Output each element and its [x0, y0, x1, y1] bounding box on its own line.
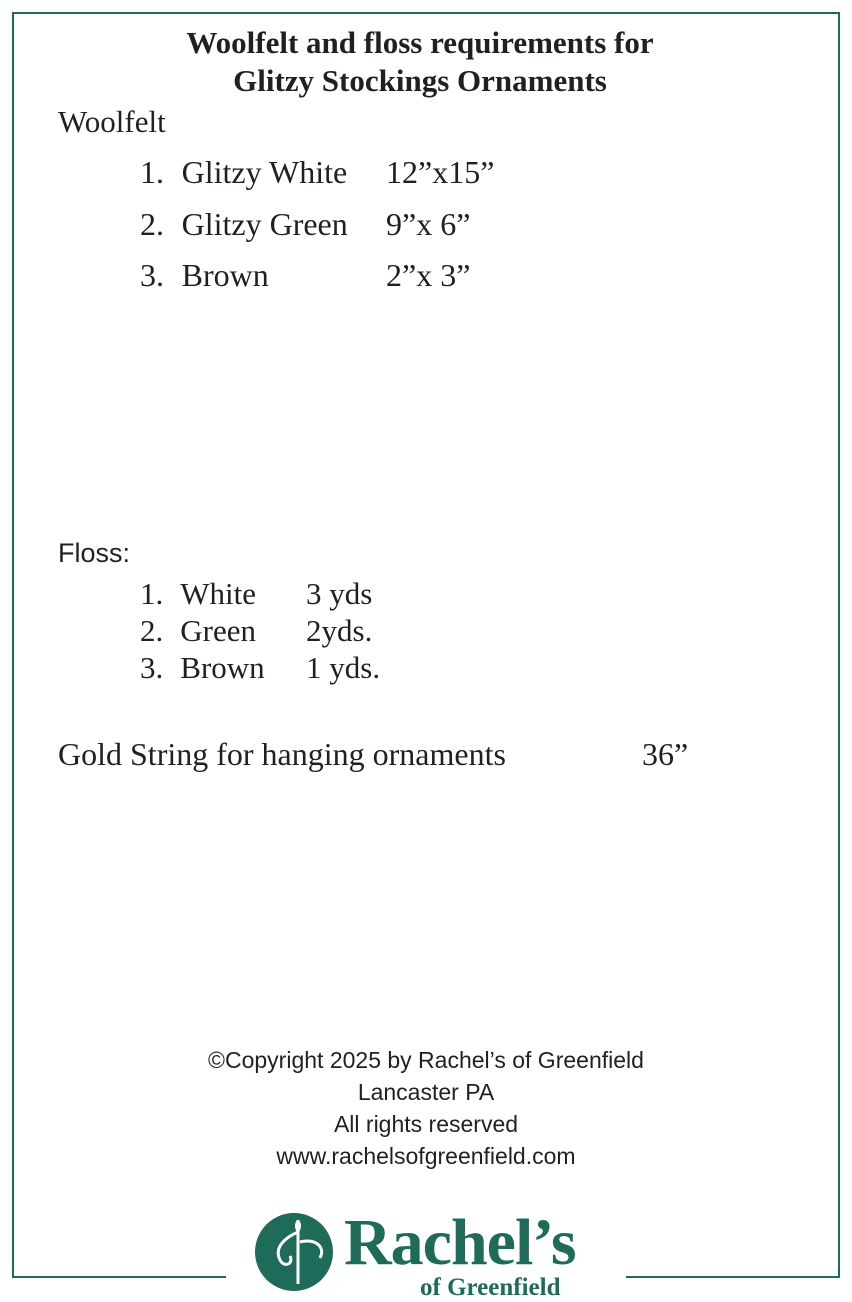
floss-item [140, 650, 381, 686]
woolfelt-heading: Woolfelt [58, 104, 166, 139]
frame-bottom-left-border [12, 1276, 226, 1278]
woolfelt-item [140, 257, 471, 294]
gold-string-amount: 36” [642, 736, 689, 772]
item-number: 3. [140, 257, 164, 293]
floss-item [140, 613, 373, 649]
item-amount: 1 yds. [306, 650, 381, 685]
woolfelt-item [140, 154, 495, 191]
item-number: 1. [140, 576, 164, 611]
item-amount: 2”x 3” [386, 257, 471, 293]
item-amount: 3 yds [306, 576, 373, 611]
title-line-1: Woolfelt and floss requirements for [186, 25, 654, 60]
item-name: Brown [180, 650, 265, 685]
frame-top-border [12, 12, 840, 14]
item-number: 2. [140, 206, 164, 242]
floss-heading: Floss: [58, 538, 131, 568]
item-number: 3. [140, 650, 164, 685]
item-amount: 12”x15” [386, 154, 495, 190]
gold-string-line [58, 736, 689, 773]
copyright-line: ©Copyright 2025 by Rachel’s of Greenfield [208, 1047, 644, 1073]
item-number: 2. [140, 613, 164, 648]
copyright-rights: All rights reserved [333, 1111, 519, 1137]
brand-logo [254, 1206, 598, 1301]
woolfelt-item [140, 206, 471, 243]
item-number: 1. [140, 154, 164, 190]
item-name: Glitzy White [181, 154, 348, 190]
logo-subtitle: of Greenfield [420, 1274, 561, 1301]
gold-string-label: Gold String for hanging ornaments [58, 736, 506, 772]
needle-thread-icon [254, 1212, 334, 1292]
item-amount: 9”x 6” [386, 206, 471, 242]
copyright-block [0, 1044, 852, 1172]
logo-name: Rachel’s [344, 1206, 576, 1279]
item-name: Glitzy Green [181, 206, 348, 242]
floss-item [140, 576, 373, 612]
page-title [0, 24, 840, 100]
frame-bottom-right-border [626, 1276, 840, 1278]
copyright-location: Lancaster PA [357, 1079, 495, 1105]
item-amount: 2yds. [306, 613, 373, 648]
copyright-website: www.rachelsofgreenfield.com [276, 1143, 576, 1169]
item-name: Green [180, 613, 257, 648]
item-name: Brown [181, 257, 269, 293]
item-name: White [180, 576, 257, 611]
title-line-2: Glitzy Stockings Ornaments [233, 63, 607, 98]
